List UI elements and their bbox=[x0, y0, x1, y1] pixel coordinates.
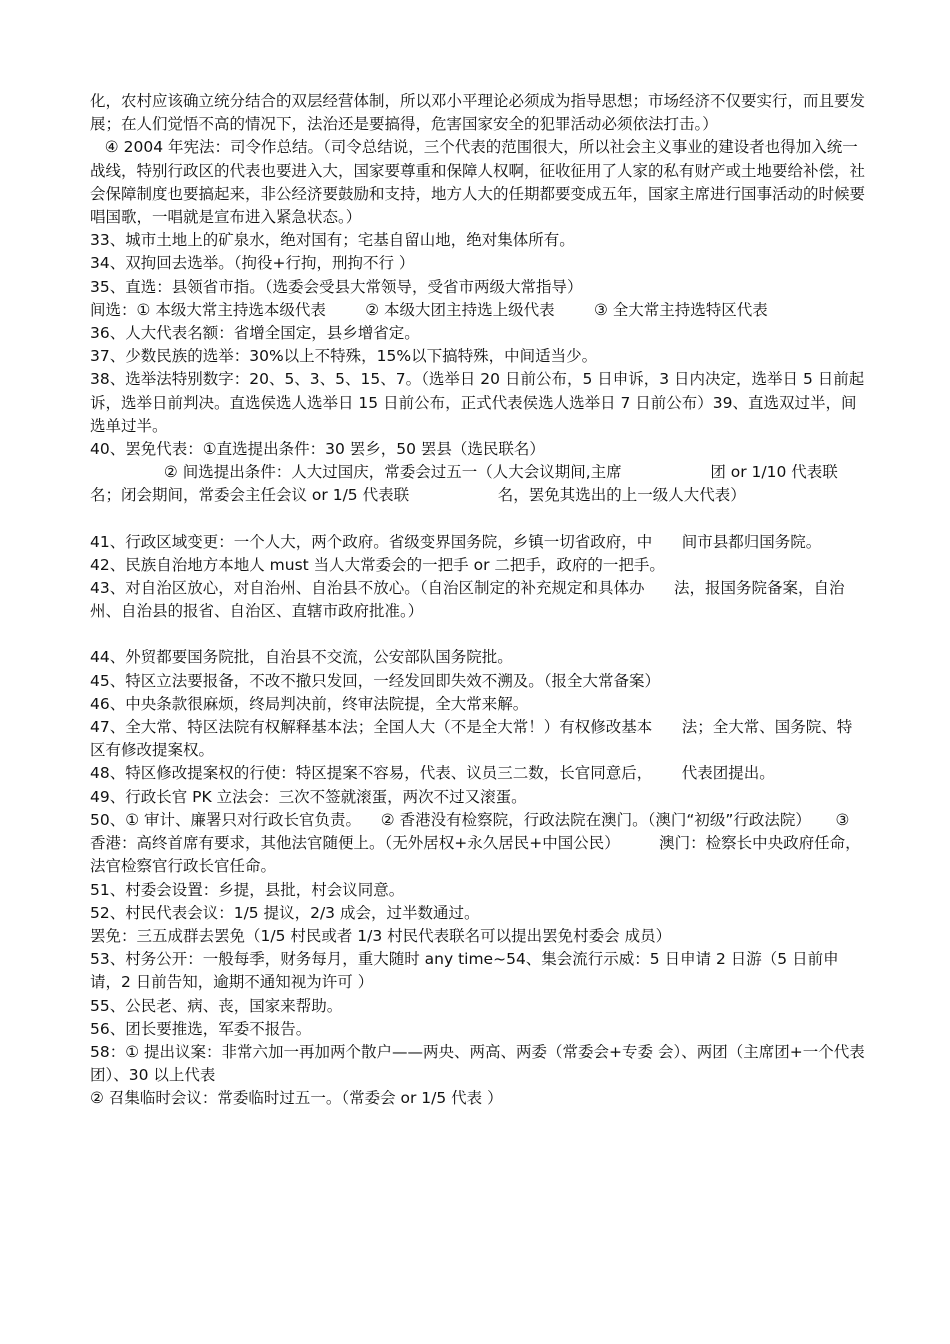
text-line: 43、对自治区放心，对自治州、自治县不放心。（自治区制定的补充规定和具体办 法，报国务院备案，自治州、自治县的报省、自治区、直辖市政府批准。） bbox=[90, 579, 845, 621]
text-line: 49、行政长官 PK 立法会：三次不签就滚蛋，两次不过又滚蛋。 bbox=[90, 787, 527, 806]
text-line: 37、少数民族的选举：30%以上不特殊，15%以下搞特殊，中间适当少。 bbox=[90, 347, 598, 366]
text-line: 50、① 审计、廉署只对行政长官负责。 ② 香港没有检察院，行政法院在澳门。（澳门“初级”行政法院） ③ 香港：高终首席有要求，其他法官随便上。（无外居权+永久居民+中国公民） 澳门：检察长中央政府任命，法官检察官行政长官任命。 bbox=[90, 810, 861, 876]
text-line: 间选：① 本级大常主持选本级代表 ② 本级大团主持选上级代表 ③ 全大常主持选特区代表 bbox=[90, 300, 768, 319]
text-line: 41、行政区域变更：一个人大，两个政府。省级变界国务院，乡镇一切省政府，中 间市县都归国务院。 bbox=[90, 532, 822, 551]
document-body bbox=[90, 90, 865, 1111]
text-line: 48、特区修改提案权的行使：特区提案不容易，代表、议员三二数，长官同意后， 代表团提出。 bbox=[90, 764, 775, 783]
text-line: ④ 2004 年宪法：司令作总结。（司令总结说，三个代表的范围很大，所以社会主义事业的建设者也得加入统一战线，特别行政区的代表也要进入大，国家要尊重和保障人权啊，征收征用了人家的私有财产或土地要给补偿，社会保障制度也要搞起来，非公经济要鼓励和支持，地方人大的任期都要变成五年，国家主席进行国事活动的时候要唱国歌，一唱就是宣布进入紧急状态。） bbox=[90, 138, 866, 227]
text-line: 40、罢免代表：①直选提出条件：30 罢乡，50 罢县（选民联名） bbox=[90, 440, 545, 459]
text-line: 35、直选：县领省市指。（选委会受县大常领导，受省市两级大常指导） bbox=[90, 277, 583, 296]
text-line: 46、中央条款很麻烦，终局判决前，终审法院提，全大常来解。 bbox=[90, 694, 529, 713]
text-line: 42、民族自治地方本地人 must 当人大常委会的一把手 or 二把手，政府的一把手。 bbox=[90, 555, 665, 574]
text-line: 44、外贸都要国务院批，自治县不交流，公安部队国务院批。 bbox=[90, 648, 513, 667]
text-line: 化，农村应该确立统分结合的双层经营体制，所以邓小平理论必须成为指导思想；市场经济不仅要实行，而且要发展；在人们觉悟不高的情况下，法治还是要搞得，危害国家安全的犯罪活动必须依法打击。） bbox=[90, 92, 866, 134]
text-line: ② 召集临时会议：常委临时过五一。（常委会 or 1/5 代表 ） bbox=[90, 1089, 503, 1108]
text-line: 51、村委会设置：乡提，县批，村会议同意。 bbox=[90, 880, 405, 899]
text-line: 33、城市土地上的矿泉水，绝对国有；宅基自留山地，绝对集体所有。 bbox=[90, 231, 575, 250]
text-line: 38、选举法特别数字：20、5、3、5、15、7。（选举日 20 日前公布，5 日申诉，3 日内决定，选举日 5 日前起诉，选举日前判决。直选侯选人选举日 15 日前公布，正式代表侯选人选举日 7 日前公布）39、直选双过半，间选单过半。 bbox=[90, 370, 865, 435]
text-line: 55、公民老、病、丧，国家来帮助。 bbox=[90, 996, 343, 1015]
text-line: 58：① 提出议案：非常六加一再加两个散户——两央、两高、两委（常委会+专委 会）、两团（主席团+一个代表团）、30 以上代表 bbox=[90, 1042, 865, 1085]
text-line: 罢免：三五成群去罢免（1/5 村民或者 1/3 村民代表联名可以提出罢免村委会 成员） bbox=[90, 926, 672, 945]
text-line: ② 间选提出条件：人大过国庆，常委会过五一（人大会议期间,主席 团 or 1/10 代表联名；闭会期间，常委会主任会议 or 1/5 代表联 名，罢免其选出的上一级人大代表） bbox=[90, 463, 838, 505]
text-line: 45、特区立法要报备，不改不撤只发回，一经发回即失效不溯及。（报全大常备案） bbox=[90, 671, 660, 690]
text-line: 52、村民代表会议：1/5 提议，2/3 成会，过半数通过。 bbox=[90, 903, 480, 922]
text-line: 53、村务公开：一般每季，财务每月，重大随时 any time~54、集会流行示威：5 日申请 2 日游（5 日前申请，2 日前告知，逾期不通知视为许可 ） bbox=[90, 950, 839, 992]
text-line: 47、全大常、特区法院有权解释基本法；全国人大（不是全大常！）有权修改基本 法；全大常、国务院、特区有修改提案权。 bbox=[90, 718, 853, 760]
text-line: 56、团长要推选，军委不报告。 bbox=[90, 1019, 312, 1038]
text-line: 34、双拘回去选举。（拘役+行拘，刑拘不行 ） bbox=[90, 254, 415, 273]
text-line: 36、人大代表名额：省增全国定，县乡增省定。 bbox=[90, 324, 420, 343]
